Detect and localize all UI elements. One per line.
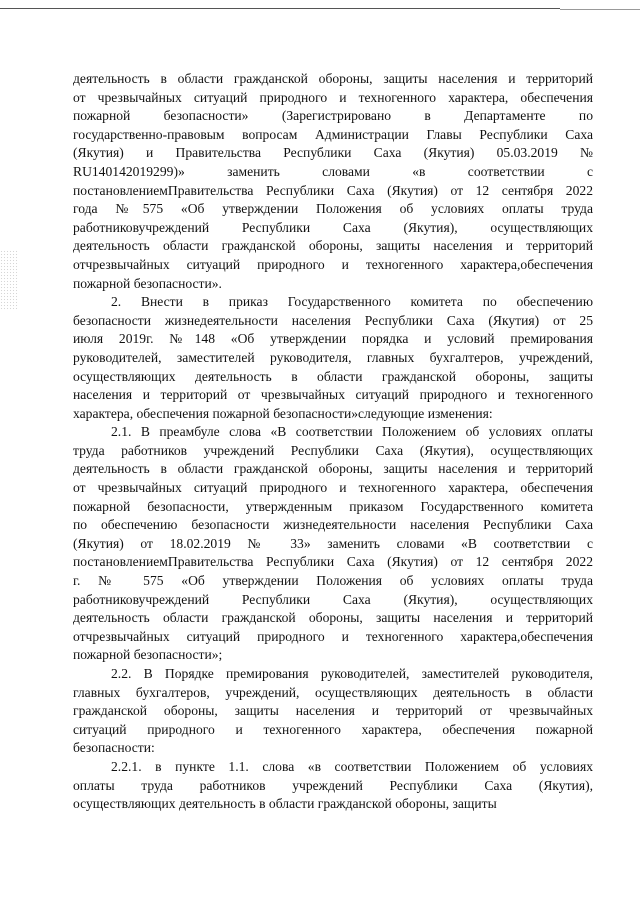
text-line: руководителей, заместителей руководителя, главных бухгалтеров, учреждений, xyxy=(73,349,593,365)
text-line: государственно-правовым вопросам Администрации Главы Республики Саха xyxy=(73,126,593,142)
text-line: труда работников учреждений Республики Саха (Якутия), осуществляющих xyxy=(73,442,593,458)
text-line: деятельность в области гражданской обороны, защиты населения и территорий xyxy=(73,71,593,86)
text-line: RU140142019299)» заменить словами «в соответствии с xyxy=(73,163,593,179)
text-line: года №575 «Об утверждении Положения об условиях оплаты труда xyxy=(73,201,593,217)
text-line: безопасности: xyxy=(73,740,155,756)
text-line: июля 2019г. №148 «Об утверждении порядка и условий премирования xyxy=(73,331,593,347)
paragraph-item-2-1 xyxy=(73,423,593,665)
text-line: отчрезвычайных ситуаций природного и техногенного характера,обеспечения xyxy=(73,628,593,644)
text-line: от чрезвычайных ситуаций природного и техногенного характера, обеспечения xyxy=(73,89,593,105)
text-line: отчрезвычайных ситуаций природного и техногенного характера,обеспечения xyxy=(73,256,593,272)
text-line: по обеспечению безопасности жизнедеятельности населения Республики Саха xyxy=(73,517,593,533)
scan-artifact xyxy=(0,250,18,310)
text-line: оплаты труда работников учреждений Республики Саха (Якутия), xyxy=(73,777,593,793)
paragraph-continuation xyxy=(73,70,593,293)
paragraph-item-2-2 xyxy=(73,665,593,758)
text-line: 2.2.1. в пункте 1.1. слова «в соответствии Положением об условиях xyxy=(111,758,593,774)
text-line: (Якутия) и Правительства Республики Саха (Якутия) 05.03.2019 № xyxy=(73,145,593,161)
text-line: от чрезвычайных ситуаций природного и техногенного характера, обеспечения xyxy=(73,480,593,496)
text-line: постановлениемПравительства Республики Саха (Якутия) от 12 сентября 2022 xyxy=(73,182,593,198)
text-line: 2. Внести в приказ Государственного комитета по обеспечению xyxy=(111,294,593,310)
text-line: осуществляющих деятельность в области гражданской обороны, защиты xyxy=(73,796,497,812)
scan-top-edge-faint xyxy=(560,9,640,10)
text-line: деятельность области гражданской обороны, защиты населения и территорий xyxy=(73,610,593,626)
text-line: (Якутия) от 18.02.2019 № 33» заменить словами «В соответствии с xyxy=(73,535,593,551)
text-line: деятельность в области гражданской обороны, защиты населения и территорий xyxy=(73,461,593,477)
text-line: 2.1. В преамбуле слова «В соответствии Положением об условиях оплаты xyxy=(111,424,593,440)
text-line: работниковучреждений Республики Саха (Якутия), осуществляющих xyxy=(73,591,593,607)
text-line: осуществляющих деятельность в области гражданской обороны, защиты xyxy=(73,368,593,384)
text-line: пожарной безопасности» (Зарегистрировано в Департаменте по xyxy=(73,108,593,124)
text-line: населения и территорий от чрезвычайных ситуаций природного и техногенного xyxy=(73,387,593,403)
text-line: гражданской обороны, защиты населения и территорий от чрезвычайных xyxy=(73,703,593,719)
document-body xyxy=(73,70,593,814)
text-line: главных бухгалтеров, учреждений, осуществляющих деятельность в области xyxy=(73,684,593,700)
text-line: 2.2. В Порядке премирования руководителей, заместителей руководителя, xyxy=(111,666,593,681)
text-line: характера, обеспечения пожарной безопасности»следующие изменения: xyxy=(73,405,493,421)
text-line: пожарной безопасности»; xyxy=(73,647,223,663)
text-line: постановлениемПравительства Республики Саха (Якутия) от 12 сентября 2022 xyxy=(73,554,593,570)
text-line: пожарной безопасности». xyxy=(73,275,222,291)
text-line: ситуаций природного и техногенного характера, обеспечения пожарной xyxy=(73,721,593,737)
text-line: безопасности жизнедеятельности населения Республики Саха (Якутия) от 25 xyxy=(73,312,593,328)
text-line: пожарной безопасности, утвержденным приказом Государственного комитета xyxy=(73,498,593,514)
text-line: работниковучреждений Республики Саха (Якутия), осуществляющих xyxy=(73,219,593,235)
text-line: деятельность области гражданской обороны, защиты населения и территорий xyxy=(73,238,593,254)
paragraph-item-2 xyxy=(73,293,593,423)
text-line: г. № 575 «Об утверждении Положения об условиях оплаты труда xyxy=(73,573,593,589)
paragraph-item-2-2-1 xyxy=(73,758,593,814)
scan-top-edge xyxy=(0,8,560,9)
